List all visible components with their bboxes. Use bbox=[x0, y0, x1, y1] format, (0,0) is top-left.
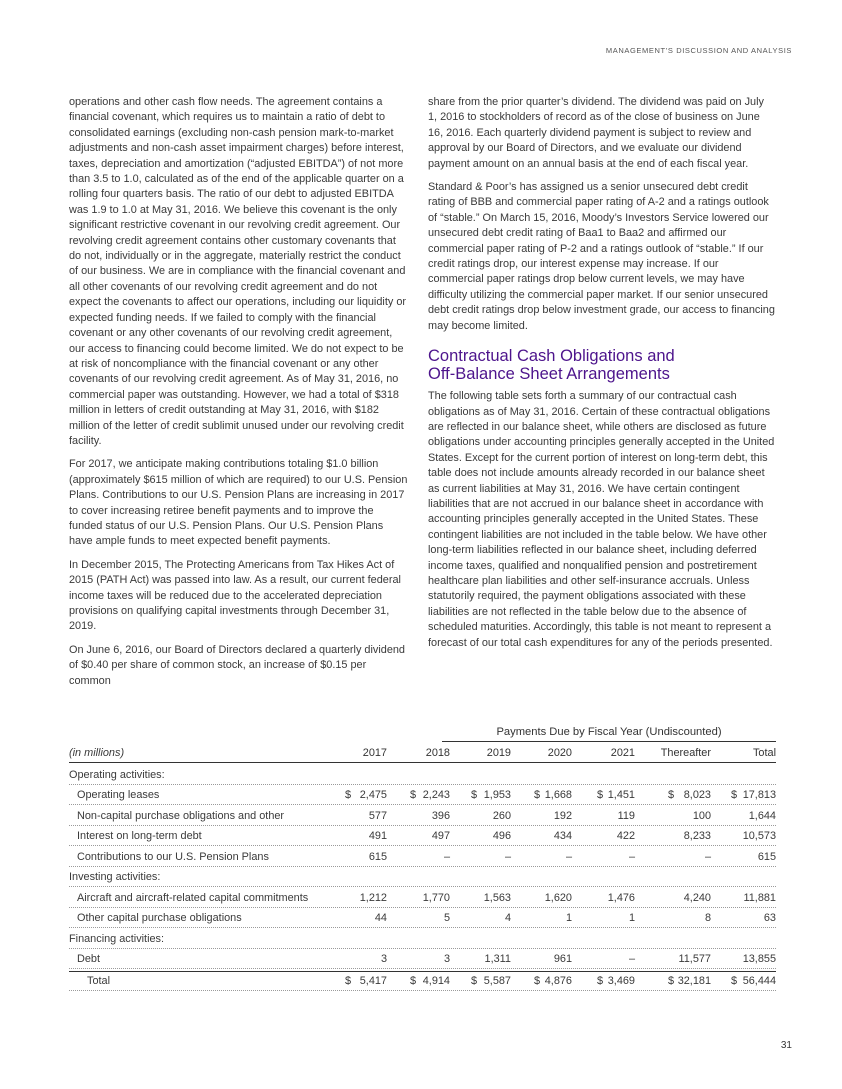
table-cell: 1,311 bbox=[484, 953, 511, 965]
table-cell: 8 bbox=[704, 912, 711, 924]
table-cell: 1,644 bbox=[748, 809, 776, 822]
table-row bbox=[69, 950, 776, 969]
table-cell: 497 bbox=[431, 830, 450, 842]
table-total-row bbox=[69, 971, 776, 991]
paragraph: share from the prior quarter’s dividend. The dividend was paid on July 1, 2016 to stockholders of record as of the close of business on June 16, 2016. Each quarterly dividend payment is subject to review and approval by our Board of Directors, and we evaluate our dividend payment amount on an annual basis at the end of each fiscal year. bbox=[428, 96, 764, 170]
table-cell: 260 bbox=[492, 809, 511, 822]
table-cell: 3 bbox=[380, 953, 387, 965]
currency-symbol: $ bbox=[410, 974, 417, 987]
table-cell: 4,914 bbox=[422, 974, 450, 987]
table-section-row bbox=[69, 766, 776, 785]
section-title bbox=[428, 347, 776, 383]
currency-symbol: $ bbox=[471, 974, 478, 987]
table-cell: 615 bbox=[368, 850, 387, 863]
table-row bbox=[69, 909, 776, 928]
table-cell: 1,563 bbox=[483, 891, 511, 904]
table-cell: 44 bbox=[374, 912, 387, 924]
row-label: Non-capital purchase obligations and other bbox=[77, 809, 285, 822]
currency-symbol: $ bbox=[597, 974, 604, 987]
table-cell: 1,620 bbox=[544, 891, 572, 904]
table-cell: – bbox=[628, 850, 635, 863]
table-cell: 192 bbox=[553, 809, 572, 822]
table-cell: 63 bbox=[763, 912, 776, 924]
table-cell: 119 bbox=[617, 809, 635, 822]
column-header: 2021 bbox=[610, 747, 635, 759]
table-section-row bbox=[69, 930, 776, 949]
table-cell: 100 bbox=[692, 809, 711, 822]
table-row bbox=[69, 786, 776, 805]
column-header: 2017 bbox=[362, 747, 387, 759]
currency-symbol: $ bbox=[534, 974, 541, 987]
currency-symbol: $ bbox=[534, 789, 541, 801]
table-cell: – bbox=[628, 953, 635, 965]
paragraph: operations and other cash flow needs. The agreement contains a financial covenant, which requires us to maintain a ratio of debt to consolidated earnings (excluding non-cash pension mark-to-market adjustments and non-cash asset impairment charges) before interest, taxes, depreciation and amortization (“adjusted EBITDA”) of not more than 3.5 to 1.0, calculated as of the end of the applicable quarter on a rolling four quarters basis. The ratio of our debt to adjusted EBITDA was 1.9 to 1.0 at May 31, 2016. We believe this covenant is the only significant restrictive covenant in our revolving credit agreement. Our revolving credit agreement contains other customary covenants that do not, individually or in the aggregate, materially restrict the conduct of our business. We are in compliance with the financial covenant and all other covenants of our revolving credit agreement and do not expect the covenants to affect our operations, including our liquidity or expected funding needs. If we failed to comply with the financial covenant or any other covenants of our revolving credit agreement, our access to financing could become limited. We do not expect to be at risk of noncompliance with the financial covenant or any other covenants of our revolving credit agreement. As of May 31, 2016, no commercial paper was outstanding. However, we had a total of $318 million in letters of credit outstanding at May 31, 2016, with $182 million of the letter of credit sublimit unused under our revolving credit facility. bbox=[69, 96, 407, 447]
table-cell: 3 bbox=[443, 953, 450, 965]
currency-symbol: $ bbox=[345, 789, 352, 801]
table-cell: 615 bbox=[757, 850, 776, 863]
currency-symbol: $ bbox=[731, 974, 738, 987]
table-cell: 4,876 bbox=[544, 974, 572, 987]
table-cell: – bbox=[443, 850, 450, 863]
table-cell: 17,813 bbox=[742, 789, 776, 801]
table-row bbox=[69, 807, 776, 826]
table-cell: 5,587 bbox=[483, 974, 511, 987]
caption-rule bbox=[442, 741, 776, 742]
table-cell: 577 bbox=[368, 809, 387, 822]
paragraph: For 2017, we anticipate making contributions totaling $1.0 billion (approximately $615 million of which are required) to our U.S. Pension Plans. Contributions to our U.S. Pension Plans are increasing in 2017 to cover increasing retiree benefit payments and to improve the funded status of our U.S. Pension Plans. Our U.S. Pension Plans have ample funds to meet expected benefit payments. bbox=[69, 458, 408, 548]
currency-symbol: $ bbox=[668, 974, 675, 987]
table-cell: 1,770 bbox=[422, 891, 450, 904]
table-cell: – bbox=[565, 850, 572, 863]
currency-symbol: $ bbox=[597, 789, 604, 801]
table-cell: 4 bbox=[504, 912, 511, 924]
row-label: Total bbox=[87, 974, 111, 987]
table-cell: 1,451 bbox=[607, 789, 635, 801]
page-number: 31 bbox=[780, 1040, 792, 1051]
table-cell: 2,243 bbox=[422, 789, 450, 801]
table-cell: 422 bbox=[616, 830, 635, 842]
row-label: Operating leases bbox=[77, 789, 160, 801]
table-cell: 1,668 bbox=[544, 789, 572, 801]
paragraph: In December 2015, The Protecting Americans from Tax Hikes Act of 2015 (PATH Act) was passed into law. As a result, our current federal income taxes will be reduced due to the accelerated depreciation provisions on qualifying capital investments through December 31, 2019. bbox=[69, 558, 401, 633]
table-cell: 1 bbox=[628, 912, 635, 924]
table-cell: 8,233 bbox=[683, 830, 711, 842]
table-cell: – bbox=[704, 850, 711, 863]
table-cell: 32,181 bbox=[677, 974, 711, 987]
currency-symbol: $ bbox=[345, 974, 352, 987]
table-cell: 496 bbox=[492, 830, 511, 842]
column-header: Thereafter bbox=[660, 747, 711, 759]
paragraph: Standard & Poor’s has assigned us a senior unsecured debt credit rating of BBB and commercial paper rating of A-2 and a ratings outlook of “stable.” On March 15, 2016, Moody’s Investors Service lowered our unsecured debt credit rating of Baa1 to Baa2 and affirmed our commercial paper rating of P-2 and a ratings outlook of “stable.” If our credit ratings drop, our interest expense may increase. If our commercial paper ratings drop below current levels, we may have difficulty utilizing the commercial paper market. If our senior unsecured debt credit ratings drop below investment grade, our access to financing may become limited. bbox=[428, 181, 775, 332]
table-section-row bbox=[69, 868, 776, 887]
table-cell: 961 bbox=[553, 953, 572, 965]
table-cell: 5,417 bbox=[359, 974, 387, 987]
table-cell: 8,023 bbox=[683, 789, 711, 801]
row-label: Contributions to our U.S. Pension Plans bbox=[77, 850, 269, 863]
row-label: Aircraft and aircraft-related capital commitments bbox=[77, 891, 309, 904]
table-cell: – bbox=[504, 850, 511, 863]
column-header: 2018 bbox=[425, 747, 450, 759]
table-row bbox=[69, 848, 776, 867]
table-cell: 3,469 bbox=[607, 974, 635, 987]
currency-symbol: $ bbox=[731, 789, 738, 801]
column-header: 2020 bbox=[547, 747, 572, 759]
table-row bbox=[69, 827, 776, 846]
column-header: 2019 bbox=[486, 747, 511, 759]
section-header: MANAGEMENT’S DISCUSSION AND ANALYSIS bbox=[605, 46, 792, 55]
table-cell: 434 bbox=[553, 830, 572, 842]
table-cell: 1,212 bbox=[359, 891, 387, 904]
table-row bbox=[69, 889, 776, 908]
table-cell: 396 bbox=[431, 809, 450, 822]
table-cell: 1,476 bbox=[607, 891, 635, 904]
table-cell: 56,444 bbox=[742, 974, 776, 987]
table-cell: 10,573 bbox=[742, 830, 776, 842]
left-text-column bbox=[69, 95, 409, 697]
table-cell: 4,240 bbox=[683, 891, 711, 904]
paragraph: The following table sets forth a summary of our contractual cash obligations as of May 31, 2016. Certain of these contractual obligations are reflected in our balance sheet, while others are disclosed as future obligations under accounting principles generally accepted in the United States. Except for the current portion of interest on long-term debt, this table does not include amounts already recorded in our balance sheet as current liabilities at May 31, 2016. We have certain contingent liabilities that are not accrued in our balance sheet in accordance with accounting principles generally accepted in the United States. These contingent liabilities are not included in the table below. We have other long-term liabilities reflected in our balance sheet, including deferred income taxes, qualified and nonqualified pension and postretirement healthcare plan liabilities and other self-insurance accruals. Unless statutorily required, the payment obligations associated with these liabilities are not reflected in the table below due to the absence of scheduled maturities. Accordingly, this table is not meant to represent a forecast of our total cash expenditures for any of the periods presented. bbox=[428, 390, 775, 649]
row-label: Financing activities: bbox=[69, 932, 165, 945]
currency-symbol: $ bbox=[471, 789, 478, 801]
unit-label: (in millions) bbox=[69, 747, 125, 759]
currency-symbol: $ bbox=[668, 789, 675, 801]
table-caption: Payments Due by Fiscal Year (Undiscounted) bbox=[496, 726, 722, 738]
table-cell: 2,475 bbox=[359, 789, 387, 801]
row-label: Debt bbox=[77, 953, 101, 965]
section-title-line-2: Off-Balance Sheet Arrangements bbox=[428, 365, 670, 384]
column-header: Total bbox=[752, 747, 776, 759]
currency-symbol: $ bbox=[410, 789, 417, 801]
section-title-line-1: Contractual Cash Obligations and bbox=[428, 347, 675, 366]
table-header-row bbox=[69, 744, 776, 763]
row-label: Interest on long-term debt bbox=[77, 830, 202, 842]
row-label: Investing activities: bbox=[69, 871, 161, 883]
table-cell: 11,577 bbox=[678, 953, 711, 965]
table-cell: 491 bbox=[368, 830, 387, 842]
table-cell: 13,855 bbox=[742, 953, 776, 965]
row-label: Operating activities: bbox=[69, 768, 165, 781]
right-text-column bbox=[428, 95, 776, 659]
table-cell: 5 bbox=[443, 912, 450, 924]
paragraph: On June 6, 2016, our Board of Directors declared a quarterly dividend of $0.40 per share of common stock, an increase of $0.15 per common bbox=[69, 643, 405, 687]
row-label: Other capital purchase obligations bbox=[77, 912, 242, 924]
table-cell: 11,881 bbox=[743, 891, 776, 904]
table-cell: 1,953 bbox=[483, 789, 511, 801]
table-cell: 1 bbox=[565, 912, 572, 924]
